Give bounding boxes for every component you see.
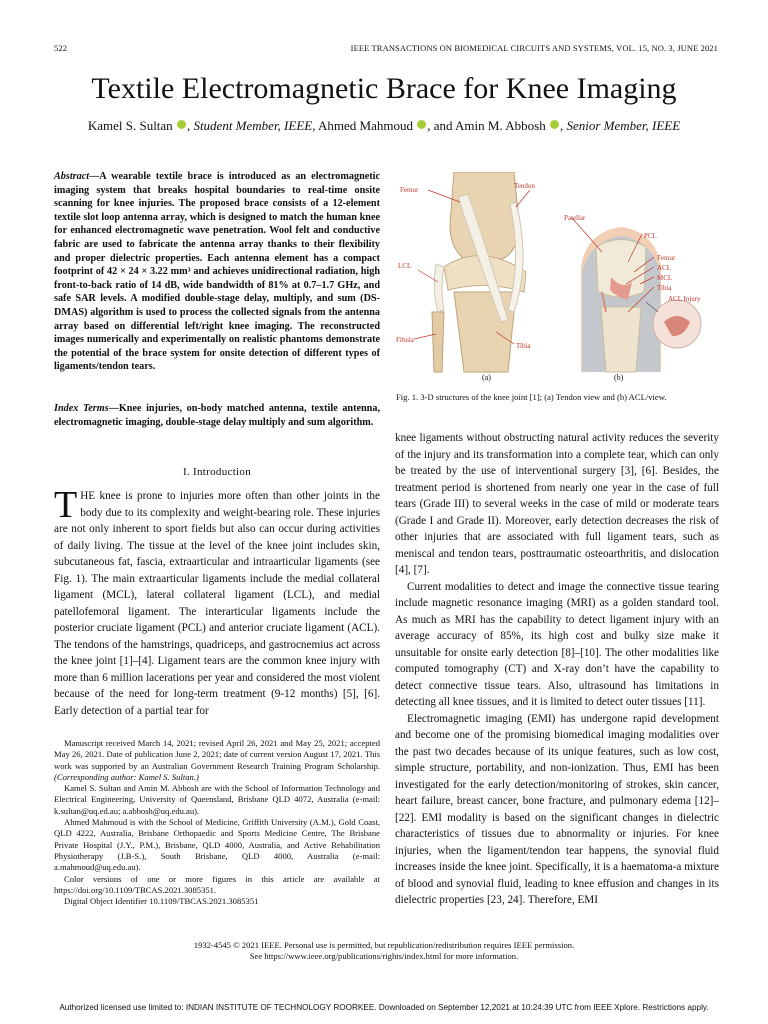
label-tibia-a: Tibia [516, 342, 531, 350]
index-terms-text: —Knee injuries, on-body matched antenna, textile antenna, electromagnetic imaging, double-stage delay multiply and sum algorithm. [54, 403, 380, 428]
index-terms [54, 402, 380, 429]
journal-header: IEEE TRANSACTIONS ON BIOMEDICAL CIRCUITS AND SYSTEMS, VOL. 15, NO. 3, JUNE 2021 [350, 43, 718, 53]
label-tibia-b: Tibia [657, 284, 672, 292]
orcid-icon[interactable] [177, 120, 186, 129]
panel-b-label: (b) [614, 373, 624, 382]
author-1-role: Student Member, IEEE [193, 118, 313, 133]
intro-text: HE knee is prone to injuries more often than other joints in the body due to its complexity and weight-bearing role. These injuries are not only inherent to sport fields but also can occur during activities of daily living. The tissue at the level of the knee joint includes skin, subcutaneous fat, fascia, extraarticular and intraarticular ligaments (see Fig. 1). The main extraarticular ligaments include the medial collateral ligament (MCL), lateral collateral ligament (LCL), and medial patellofemoral ligament. The interarticular ligaments include the posterior cruciate ligament (PCL) and anterior cruciate ligament (ACL). The tendons of the hamstrings, quadriceps, and gastrocnemius act across the knee joint [1]–[4]. Ligament tears are the common knee injury with more than 6 million lacerations per year and considered the most violent because of the need for long-term treatment (9-12 months) [5], [6]. Early detection of a partial tear for [54, 490, 380, 717]
author-2: Ahmed Mahmoud [318, 118, 413, 133]
author-1: Kamel S. Sultan [87, 118, 173, 133]
author-3: Amin M. Abbosh [455, 118, 546, 133]
drop-cap: T [54, 484, 78, 526]
paragraph-modalities: Current modalities to detect and image the connective tissue tearing include magnetic resonance imaging (MRI) as a golden standard tool. As much as MRI has the capability to detect ligament injury with an average accuracy of 85%, its high cost and bulky size make it unsuitable for onsite early detection [8]–[10]. The other modalities like computed tomography (CT) and X-ray don’t have the capability to detect connective tissue tears. Also, ultrasound has limitations in detecting all knee tissues, and it is limited to detect outer tissues [11]. [395, 580, 719, 708]
copyright-line-1: 1932-4545 © 2021 IEEE. Personal use is permitted, but republication/redistribution requires IEEE permission. [193, 940, 575, 950]
paper-title: Textile Electromagnetic Brace for Knee Imaging [91, 72, 677, 105]
label-acl-injury: ACL Injury [668, 295, 701, 303]
footnote-manuscript: Manuscript received March 14, 2021; revised April 26, 2021 and May 25, 2021; accepted May 26, 2021. Date of publication June 2, 2021; date of current version August 17, 2021. This work was supported by an Australian Government Research Training Program Scholarship. (Corresponding author: Kamel S. Sultan.) [54, 738, 380, 782]
figure-caption: Fig. 1. 3-D structures of the knee joint [1]; (a) Tendon view and (b) ACL/view. [396, 392, 667, 402]
label-patellar: Patellar [564, 214, 586, 222]
knee-illustration [396, 172, 718, 382]
copyright-line-2: See https://www.ieee.org/publications/rights/index.html for more information. [249, 951, 519, 961]
index-terms-label: Index Terms [54, 403, 109, 414]
abstract [54, 170, 380, 374]
label-femur-a: Femur [400, 186, 419, 194]
right-column [395, 430, 719, 909]
label-acl: ACL [657, 264, 671, 272]
paragraph-emi: Electromagnetic imaging (EMI) has undergone rapid development and become one of the promising biomedical imaging modalities over the past two decades because of its unique features, such as low cost, simple structure, portability, and non-ionization. Thus, EMI has been investigated for the early detection/monitoring of strokes, skin cancer, heart failure, breast cancer, bone fracture, and pulmonary edema [12]–[22]. EMI modality is based on the significant changes in dielectric characteristics of tissues due to abnormality or injuries. For knee injuries, when the ligament/tendon tear happens, the synovial fluid increases inside the knee joint. Specifically, it is a haematoma-a mixture of blood and synovial fluid, leading to knee effusion and changes in its dielectric properties [23, 24]. Therefore, EMI [395, 712, 719, 906]
label-lcl: LCL [398, 262, 412, 270]
footnote-doi: Digital Object Identifier 10.1109/TBCAS.2021.3085351 [64, 896, 259, 907]
footnote-corresponding: (Corresponding author: Kamel S. Sultan.) [54, 771, 199, 782]
section-heading: I. Introduction [182, 466, 252, 478]
footnote-affiliation-2: Ahmed Mahmoud is with the School of Medicine, Griffith University (A.M.), Gold Coast, QLD 4222, Australia, Brisbane Orthopaedic and Sports Medicine Centre, The Brisbane Private Hospital (J.Y., P.M.), Brisbane, QLD 4000, Australia, and Active Rehabilitation Physiotherapy (J.B-S.), South Brisbane, QLD 4000, Australia (e-mail: a.mahmoud@uq.edu.au). [54, 817, 380, 873]
label-mcl: MCL [657, 274, 673, 282]
panel-a-illustration [414, 172, 530, 372]
label-femur-b: Femur [657, 254, 676, 262]
copyright-notice [0, 940, 768, 962]
panel-a-label: (a) [482, 373, 491, 382]
intro-paragraph [54, 484, 380, 719]
author-line: Kamel S. Sultan , Student Member, IEEE, Ahmed Mahmoud , and Amin M. Abbosh , Senior Member, IEEE [87, 118, 681, 133]
orcid-icon[interactable] [417, 120, 426, 129]
abstract-text: —A wearable textile brace is introduced as an electromagnetic imaging system that breaks hospital boundaries to real-time onsite scanning for knee injuries. The proposed brace consists of a 12-element textile slot loop antenna array, which is designed to match the human knee for enhanced electromagnetic wave penetration. Wool felt and conductive fabric are used to fabricate the antenna array thanks to their flexibility and proper dielectric properties. Each antenna element has a compact footprint of 42 × 24 × 3.22 mm³ and achieves unidirectional radiation, high front-to-back ratio of 14 dB, wide bandwidth of 81% at 0.7–1.7 GHz, and safe SAR levels. A modified double-stage delay, multiply, and sum (DS-DMAS) algorithm is used to process the collected signals from the antenna array based on differential left/right knee imaging. The reconstructed images numerically and experimentally on realistic phantoms demonstrate the potential of the brace system for onsite detection of different types of ligaments/tendon tears. [54, 171, 380, 373]
footnotes [54, 738, 380, 907]
label-pcl: PCL [644, 232, 657, 240]
label-tendon: Tendon [514, 182, 535, 190]
author-3-role: Senior Member, IEEE [566, 118, 681, 133]
authorized-use-banner: Authorized licensed use limited to: INDIAN INSTITUTE OF TECHNOLOGY ROORKEE. Downloaded on September 12,2021 at 10:24:39 UTC from IEEE Xplore. Restrictions apply. [59, 1003, 709, 1012]
abstract-label: Abstract [54, 171, 90, 182]
page-number: 522 [54, 43, 68, 53]
orcid-icon[interactable] [550, 120, 559, 129]
footnote-affiliation-1: Kamel S. Sultan and Amin M. Abbosh are with the School of Information Technology and Electrical Engineering, University of Queensland, Brisbane QLD 4072, Australia (e-mail: k.sultan@uq.ed.au; a.abbosh@uq.edu.au). [54, 783, 380, 816]
figure-1 [396, 172, 718, 382]
label-fibula: Fibula [396, 336, 414, 344]
paragraph-continued: knee ligaments without obstructing natural activity reduces the severity of the injury and its transformation into a complete tear, which can only be treated by the use of interventional surgery [3], [6]. Besides, the treatment period is shortened from nearly one year in the case of full tears (Grade III) to several weeks in the case of mild or moderate tears (Grade I and Grade II). Moreover, early detection decreases the risk of other injuries that are associated with full ligament tears, such as meniscal and tendon tears, posttraumatic osteoarthritis, and dislocation [4], [7]. [395, 432, 719, 576]
footnote-color: Color versions of one or more figures in this article are available at https://doi.org/10.1109/TBCAS.2021.3085351. [54, 873, 380, 895]
